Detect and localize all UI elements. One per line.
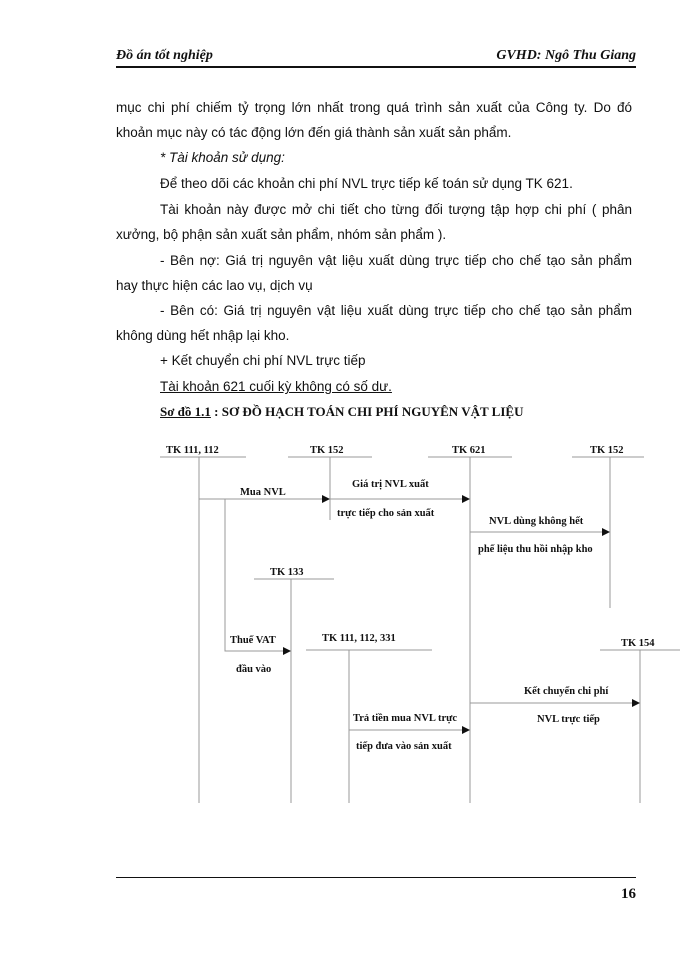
credit-line-2: không dùng hết nhập lại kho. [116,328,290,343]
label-mua-nvl: Mua NVL [240,487,286,498]
label-xuat-2: trực tiếp cho sản xuất [337,508,435,519]
tk133-label: TK 133 [270,567,304,578]
paragraph-1-line-1: mục chi phí chiếm tỷ trọng lớn nhất trong quá trình sản xuất của Công ty. Do đó [116,100,632,115]
paragraph-1-line-2: khoản mục này có tác động lớn đến giá thành sản xuất sản phẩm. [116,125,512,140]
paragraph-2: Để theo dõi các khoản chi phí NVL trực tiếp kế toán sử dụng TK 621. [160,176,573,191]
tk621-label: TK 621 [452,445,486,456]
footer-rule [116,877,636,878]
header-right-advisor: GVHD: Ngô Thu Giang [496,48,636,63]
tk152-right-label: TK 152 [590,445,624,456]
label-ket-chuyen-2: NVL trực tiếp [537,714,600,725]
label-khong-het-1: NVL dùng không hết [489,516,584,527]
diagram-caption-title: : SƠ ĐỒ HẠCH TOÁN CHI PHÍ NGUYÊN VẬT LIỆU [210,404,524,419]
label-xuat-1: Giá trị NVL xuất [352,479,429,490]
paragraph-3-line-2: xưởng, bộ phận sản xuất sản phẩm, nhóm sản phẩm ). [116,227,447,242]
debit-line-1: - Bên nợ: Giá trị nguyên vật liệu xuất dùng trực tiếp cho chế tạo sản phẩm [160,253,632,268]
credit-line-1: - Bên có: Giá trị nguyên vật liệu xuất dùng trực tiếp cho chế tạo sản phẩm [160,303,632,318]
account-heading: * Tài khoản sử dụng: [160,150,285,165]
tk111-label: TK 111, 112 [166,445,219,456]
label-tra-tien-1: Trả tiền mua NVL trực [353,713,458,724]
label-vat-2: đầu vào [236,664,272,675]
label-tra-tien-2: tiếp đưa vào sản xuất [356,741,452,752]
label-vat-1: Thuế VAT [230,635,276,646]
tk152-left-label: TK 152 [310,445,344,456]
tk111-331-label: TK 111, 112, 331 [322,633,396,644]
paragraph-3-line-1: Tài khoản này được mở chi tiết cho từng đối tượng tập hợp chi phí ( phân [160,202,632,217]
debit-line-2: hay thực hiện các lao vụ, dịch vụ [116,278,313,293]
page-number: 16 [621,886,636,902]
transfer-line: + Kết chuyển chi phí NVL trực tiếp [160,353,366,368]
label-ket-chuyen-1: Kết chuyển chi phí [524,686,609,697]
no-balance-line: Tài khoản 621 cuối kỳ không có số dư. [160,379,392,394]
tk154-label: TK 154 [621,638,655,649]
label-khong-het-2: phế liệu thu hồi nhập kho [478,544,593,555]
header-left-title: Đồ án tốt nghiệp [116,48,213,63]
diagram-caption-label: Sơ đồ 1.1 [160,404,211,419]
